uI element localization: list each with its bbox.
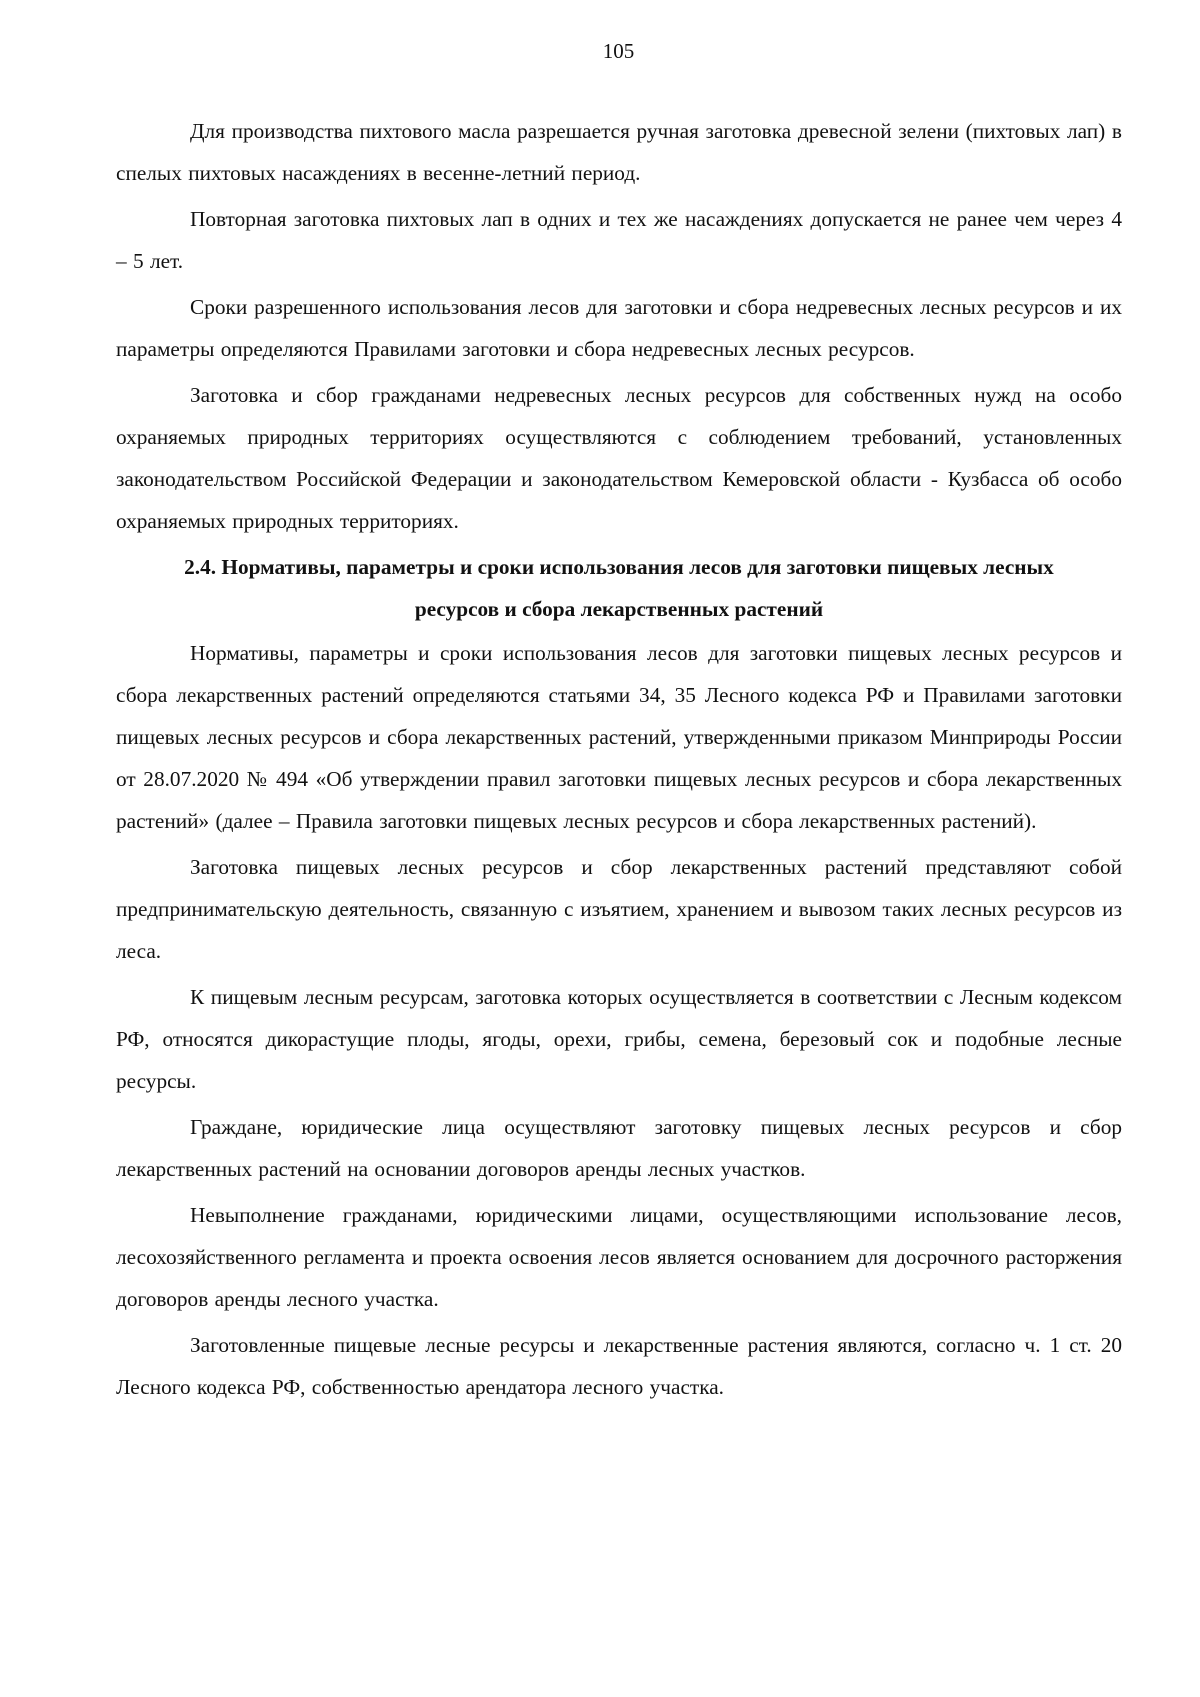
paragraph-non-timber-terms: Сроки разрешенного использования лесов для заготовки и сбора недревесных лесных ресурсов и их параметры определяются Правилами заготовки и сбора недревесных лесных ресурсов. [116,295,1122,361]
paragraph-food-resources-list: К пищевым лесным ресурсам, заготовка которых осуществляется в соответствии с Лесным кодексом РФ, относятся дикорастущие плоды, ягоды, орехи, грибы, семена, березовый сок и подобные лесные ресурсы. [116,985,1122,1093]
paragraph-repeat-harvest: Повторная заготовка пихтовых лап в одних и тех же насаждениях допускается не ранее чем через 4 – 5 лет. [116,207,1122,273]
paragraph-fir-oil-harvest: Для производства пихтового масла разрешается ручная заготовка древесной зелени (пихтовых лап) в спелых пихтовых насаждениях в весенне-летний период. [116,119,1122,185]
section-heading [116,546,1122,630]
paragraph-ownership: Заготовленные пищевые лесные ресурсы и лекарственные растения являются, согласно ч. 1 ст. 20 Лесного кодекса РФ, собственностью арендатора лесного участка. [116,1333,1122,1399]
paragraph-lease-termination: Невыполнение гражданами, юридическими лицами, осуществляющими использование лесов, лесохозяйственного регламента и проекта освоения лесов является основанием для досрочного расторжения договоров аренды лесного участка. [116,1203,1122,1311]
paragraph-norms-definition: Нормативы, параметры и сроки использования лесов для заготовки пищевых лесных ресурсов и сбора лекарственных растений определяются статьями 34, 35 Лесного кодекса РФ и Правилами заготовки пищевых лесных ресурсов и сбора лекарственных растений, утвержденными приказом Минприроды России от 28.07.2020 № 494 «Об утверждении правил заготовки пищевых лесных ресурсов и сбора лекарственных растений» (далее – Правила заготовки пищевых лесных ресурсов и сбора лекарственных растений). [116,641,1122,833]
paragraph-protected-territories: Заготовка и сбор гражданами недревесных лесных ресурсов для собственных нужд на особо охраняемых природных территориях осуществляются с соблюдением требований, установленных законодательством Российской Федерации и законодательством Кемеровской области - Кузбасса об особо охраняемых природных территориях. [116,383,1122,533]
document-body [116,110,1122,1412]
page-number: 105 [602,39,635,63]
section-heading-line-2: ресурсов и сбора лекарственных растений [414,597,824,621]
paragraph-lease-basis: Граждане, юридические лица осуществляют заготовку пищевых лесных ресурсов и сбор лекарственных растений на основании договоров аренды лесных участков. [116,1115,1122,1181]
section-heading-line-1: 2.4. Нормативы, параметры и сроки использования лесов для заготовки пищевых лесных [184,555,1054,579]
paragraph-business-activity: Заготовка пищевых лесных ресурсов и сбор лекарственных растений представляют собой предпринимательскую деятельность, связанную с изъятием, хранением и вывозом таких лесных ресурсов из леса. [116,855,1122,963]
